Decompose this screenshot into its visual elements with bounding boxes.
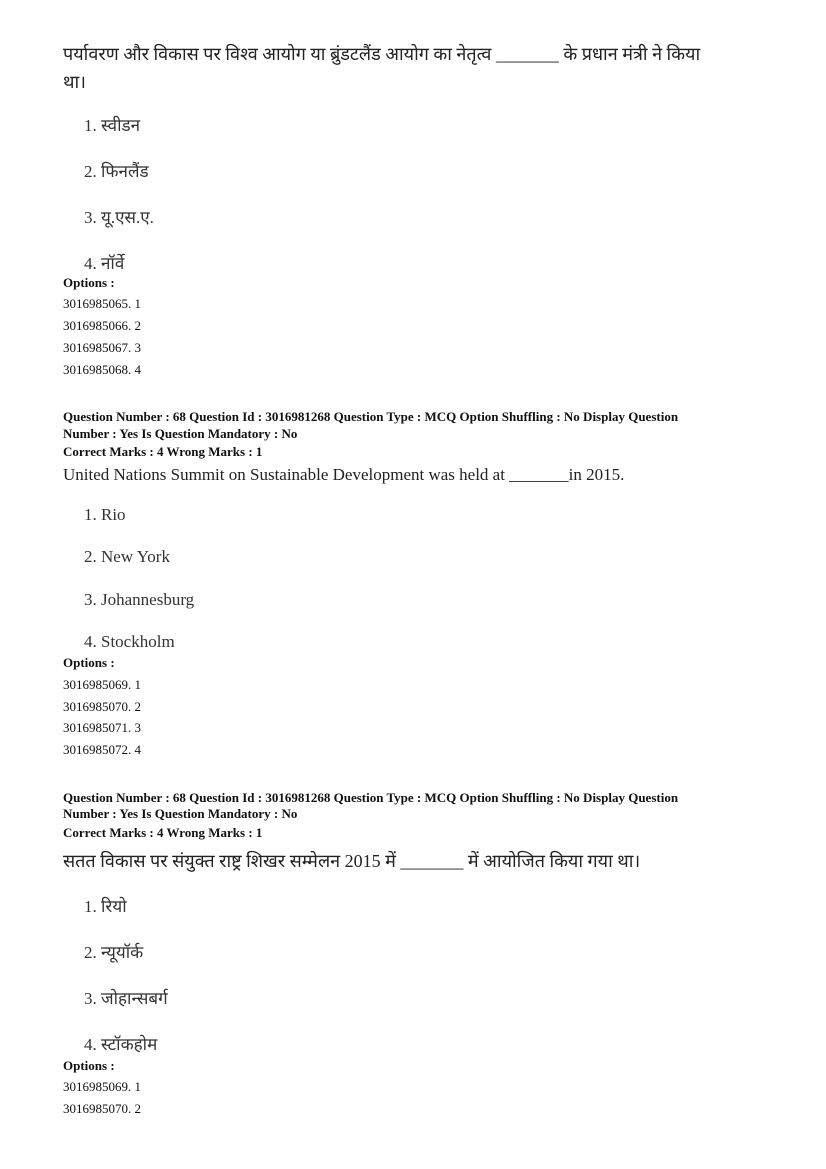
answer-option: 1. Rio [84, 505, 126, 524]
answer-option: 1. रियो [84, 897, 127, 916]
answer-option: 4. स्टॉकहोम [84, 1035, 158, 1054]
answer-option: 3. जोहान्सबर्ग [84, 989, 168, 1008]
answer-option: 2. फिनलैंड [84, 162, 149, 181]
question-meta: Question Number : 68 Question Id : 3016981268 Question Type : MCQ Option Shuffling : No Display Question [63, 790, 679, 805]
question-text: United Nations Summit on Sustainable Development was held at _______in 2015. [63, 465, 625, 484]
question-text: सतत विकास पर संयुक्त राष्ट्र शिखर सम्मेलन 2015 में _______ में आयोजित किया गया था। [63, 851, 641, 871]
answer-option: 4. नॉर्वे [84, 254, 125, 273]
answer-option: 1. स्वीडन [84, 116, 140, 135]
options-label: Options : [63, 1058, 115, 1073]
option-id: 3016985070. 2 [63, 699, 141, 714]
answer-option: 3. Johannesburg [84, 590, 195, 609]
answer-option: 2. न्यूयॉर्क [84, 943, 144, 962]
question-meta: Question Number : 68 Question Id : 3016981268 Question Type : MCQ Option Shuffling : No Display Question [63, 409, 679, 424]
option-id: 3016985068. 4 [63, 362, 141, 377]
option-id: 3016985069. 1 [63, 677, 141, 692]
option-id: 3016985066. 2 [63, 318, 141, 333]
question-meta: Correct Marks : 4 Wrong Marks : 1 [63, 825, 263, 840]
answer-option: 3. यू.एस.ए. [84, 208, 154, 227]
answer-option: 4. Stockholm [84, 632, 175, 651]
question-text: था। [63, 72, 86, 92]
options-label: Options : [63, 275, 115, 290]
answer-option: 2. New York [84, 547, 170, 566]
option-id: 3016985071. 3 [63, 720, 141, 735]
question-meta: Correct Marks : 4 Wrong Marks : 1 [63, 444, 263, 459]
option-id: 3016985069. 1 [63, 1079, 141, 1094]
option-id: 3016985065. 1 [63, 296, 141, 311]
question-text: पर्यावरण और विकास पर विश्व आयोग या ब्रुंडटलैंड आयोग का नेतृत्व _______ के प्रधान मंत्री ने किया [63, 44, 701, 64]
option-id: 3016985072. 4 [63, 742, 141, 757]
question-meta: Number : Yes Is Question Mandatory : No [63, 806, 298, 821]
options-label: Options : [63, 655, 115, 670]
question-meta: Number : Yes Is Question Mandatory : No [63, 426, 298, 441]
option-id: 3016985067. 3 [63, 340, 141, 355]
option-id: 3016985070. 2 [63, 1101, 141, 1116]
